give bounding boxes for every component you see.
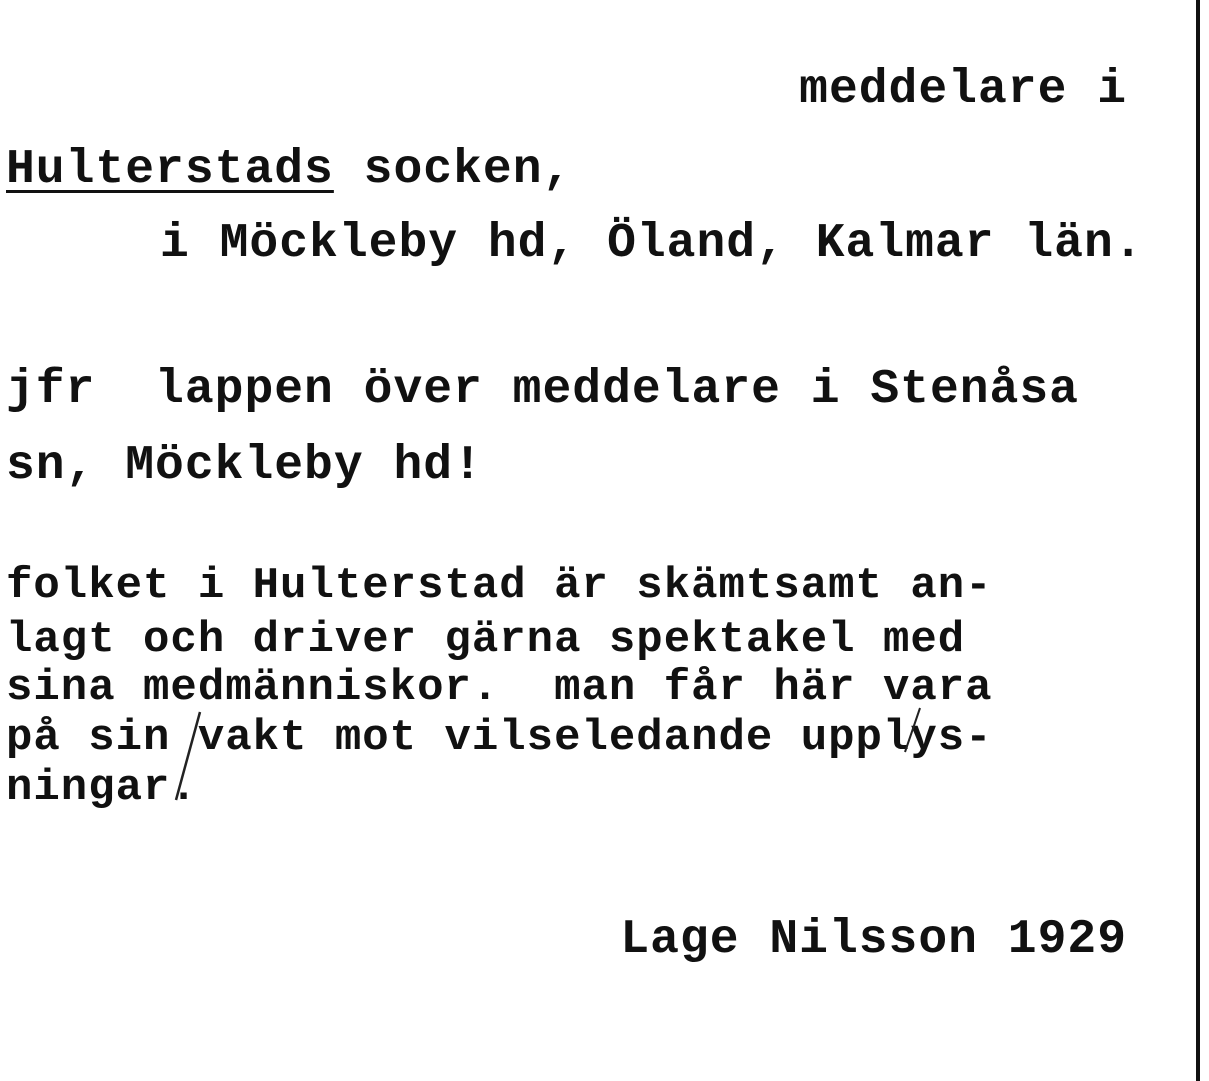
card-edge-line bbox=[1196, 0, 1200, 1081]
parish-name-underlined: Hulterstads bbox=[6, 143, 334, 197]
note-line-5: ningar. bbox=[6, 763, 198, 813]
parish-line bbox=[6, 143, 573, 197]
note-line-1: folket i Hulterstad är skämtsamt an- bbox=[6, 561, 993, 611]
district-line: i Möckleby hd, Öland, Kalmar län. bbox=[160, 217, 1144, 271]
reference-line-1: jfr lappen över meddelare i Stenåsa bbox=[6, 363, 1079, 417]
reference-line-2: sn, Möckleby hd! bbox=[6, 439, 483, 493]
header-text: meddelare i bbox=[799, 63, 1127, 117]
signature-line: Lage Nilsson 1929 bbox=[620, 913, 1127, 967]
note-line-2: lagt och driver gärna spektakel med bbox=[6, 615, 966, 665]
note-line-4: på sin vakt mot vilseledande upplys- bbox=[6, 713, 993, 763]
note-line-3: sina medmänniskor. man får här vara bbox=[6, 663, 993, 713]
parish-suffix: socken, bbox=[333, 143, 573, 197]
